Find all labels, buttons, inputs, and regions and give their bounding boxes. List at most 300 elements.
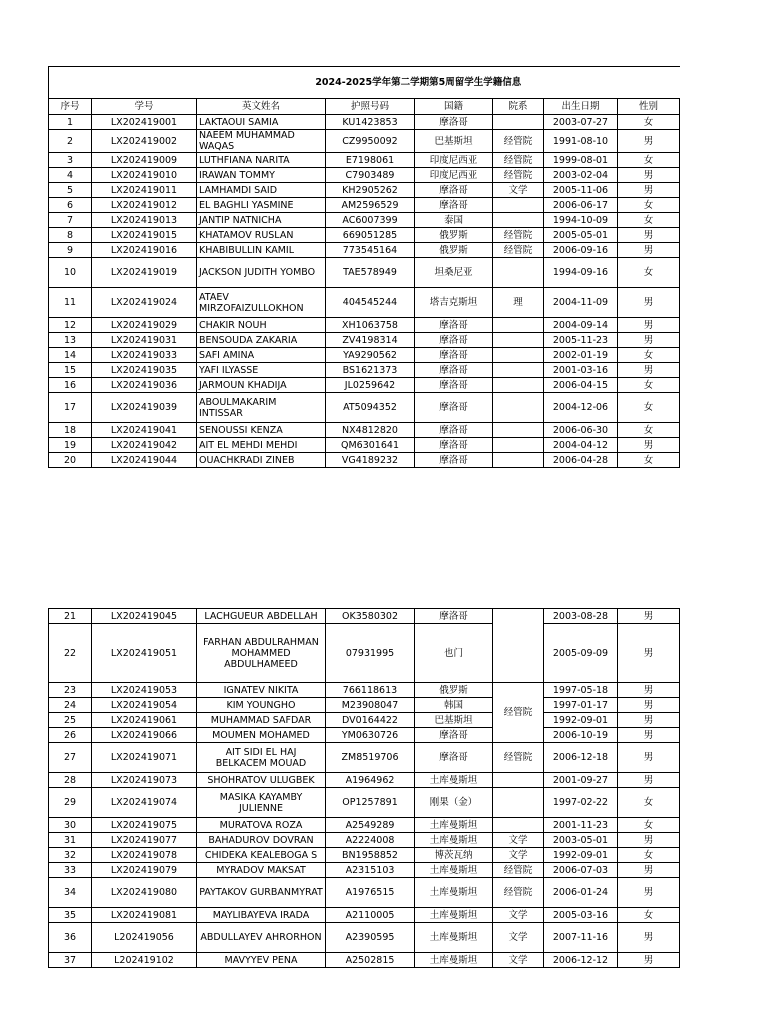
gender: 男: [618, 713, 680, 728]
birth-date: 2006-10-19: [544, 728, 618, 743]
nationality: 土库曼斯坦: [415, 818, 493, 833]
table-row: [49, 393, 680, 423]
english-name: KIM YOUNGHO: [197, 698, 326, 713]
passport-number: A1964962: [326, 773, 415, 788]
header-gender: 性别: [618, 99, 680, 115]
gender: 男: [618, 609, 680, 624]
passport-number: A2224008: [326, 833, 415, 848]
department: [493, 438, 544, 453]
row-index: 35: [49, 908, 92, 923]
student-table-2: [48, 608, 680, 968]
birth-date: 2006-12-12: [544, 953, 618, 968]
gender: 男: [618, 183, 680, 198]
table-row: [49, 698, 680, 713]
passport-number: AT5094352: [326, 393, 415, 423]
row-index: 7: [49, 213, 92, 228]
gender: 男: [618, 698, 680, 713]
english-name: OUACHKRADI ZINEB: [197, 453, 326, 468]
gender: 女: [618, 788, 680, 818]
table-row: [49, 848, 680, 863]
department: [493, 198, 544, 213]
passport-number: 404545244: [326, 288, 415, 318]
gender: 男: [618, 438, 680, 453]
row-index: 17: [49, 393, 92, 423]
nationality: 摩洛哥: [415, 363, 493, 378]
table-row: [49, 683, 680, 698]
department: 文学: [493, 923, 544, 953]
table-row: [49, 609, 680, 624]
passport-number: AC6007399: [326, 213, 415, 228]
nationality: 俄罗斯: [415, 228, 493, 243]
department: [493, 348, 544, 363]
row-index: 23: [49, 683, 92, 698]
nationality: 摩洛哥: [415, 743, 493, 773]
nationality: 土库曼斯坦: [415, 773, 493, 788]
department: 经管院: [493, 743, 544, 773]
student-id: LX202419019: [92, 258, 197, 288]
birth-date: 2001-09-27: [544, 773, 618, 788]
nationality: 印度尼西亚: [415, 153, 493, 168]
department: [493, 453, 544, 468]
student-id: LX202419045: [92, 609, 197, 624]
table-row: [49, 228, 680, 243]
student-id: LX202419079: [92, 863, 197, 878]
student-id: LX202419061: [92, 713, 197, 728]
row-index: 8: [49, 228, 92, 243]
table-row: [49, 318, 680, 333]
row-index: 25: [49, 713, 92, 728]
nationality: 也门: [415, 624, 493, 683]
nationality: 摩洛哥: [415, 333, 493, 348]
nationality: 俄罗斯: [415, 243, 493, 258]
passport-number: E7198061: [326, 153, 415, 168]
english-name: CHIDEKA KEALEBOGA S: [197, 848, 326, 863]
nationality: 土库曼斯坦: [415, 878, 493, 908]
nationality: 摩洛哥: [415, 348, 493, 363]
department: 经管院: [493, 243, 544, 258]
english-name: JARMOUN KHADIJA: [197, 378, 326, 393]
table-row: [49, 743, 680, 773]
table-row: [49, 363, 680, 378]
row-index: 2: [49, 130, 92, 153]
birth-date: 2004-12-06: [544, 393, 618, 423]
student-id: LX202419078: [92, 848, 197, 863]
birth-date: 1999-08-01: [544, 153, 618, 168]
department: [493, 818, 544, 833]
birth-date: 2006-12-18: [544, 743, 618, 773]
passport-number: A2390595: [326, 923, 415, 953]
passport-number: M23908047: [326, 698, 415, 713]
english-name: LAKTAOUI SAMIA: [197, 115, 326, 130]
english-name: LACHGUEUR ABDELLAH: [197, 609, 326, 624]
nationality: 泰国: [415, 213, 493, 228]
table-row: [49, 773, 680, 788]
table-row: [49, 153, 680, 168]
department: 经管院: [493, 130, 544, 153]
nationality: 印度尼西亚: [415, 168, 493, 183]
row-index: 4: [49, 168, 92, 183]
student-id: LX202419080: [92, 878, 197, 908]
nationality: 巴基斯坦: [415, 713, 493, 728]
nationality: 摩洛哥: [415, 609, 493, 624]
student-id: LX202419035: [92, 363, 197, 378]
nationality: 巴基斯坦: [415, 130, 493, 153]
nationality: 刚果（金）: [415, 788, 493, 818]
birth-date: 2002-01-19: [544, 348, 618, 363]
table-row: [49, 198, 680, 213]
english-name: SAFI AMINA: [197, 348, 326, 363]
row-index: 15: [49, 363, 92, 378]
passport-number: JL0259642: [326, 378, 415, 393]
student-id: LX202419075: [92, 818, 197, 833]
row-index: 21: [49, 609, 92, 624]
table-title: 2024-2025学年第二学期第5周留学生学籍信息: [49, 67, 680, 99]
row-index: 36: [49, 923, 92, 953]
department: [493, 773, 544, 788]
english-name: KHATAMOV RUSLAN: [197, 228, 326, 243]
english-name: SHOHRATOV ULUGBEK: [197, 773, 326, 788]
gender: 男: [618, 624, 680, 683]
english-name: MOUMEN MOHAMED: [197, 728, 326, 743]
department: 文学: [493, 908, 544, 923]
nationality: 摩洛哥: [415, 423, 493, 438]
birth-date: 2006-04-28: [544, 453, 618, 468]
row-index: 19: [49, 438, 92, 453]
row-index: 18: [49, 423, 92, 438]
birth-date: 1992-09-01: [544, 713, 618, 728]
table-row: [49, 923, 680, 953]
department: 经管院: [493, 863, 544, 878]
passport-number: CZ9950092: [326, 130, 415, 153]
header-nationality: 国籍: [415, 99, 493, 115]
table-row: [49, 423, 680, 438]
department: 经管院: [493, 228, 544, 243]
department: 经管院: [493, 878, 544, 908]
table-row: [49, 348, 680, 363]
table-row: [49, 130, 680, 153]
row-index: 32: [49, 848, 92, 863]
table-row: [49, 908, 680, 923]
row-index: 3: [49, 153, 92, 168]
row-index: 11: [49, 288, 92, 318]
row-index: 6: [49, 198, 92, 213]
passport-number: BN1958852: [326, 848, 415, 863]
gender: 男: [618, 923, 680, 953]
gender: 男: [618, 863, 680, 878]
student-id: LX202419066: [92, 728, 197, 743]
gender: 男: [618, 228, 680, 243]
birth-date: 2003-05-01: [544, 833, 618, 848]
department: [493, 378, 544, 393]
english-name: ABDULLAYEV AHRORHON: [197, 923, 326, 953]
english-name: LAMHAMDI SAID: [197, 183, 326, 198]
table-row: [49, 183, 680, 198]
gender: 女: [618, 818, 680, 833]
student-id: LX202419010: [92, 168, 197, 183]
table-row: [49, 728, 680, 743]
table-row: [49, 378, 680, 393]
header-department: 院系: [493, 99, 544, 115]
table-row: [49, 863, 680, 878]
gender: 男: [618, 833, 680, 848]
gender: 男: [618, 288, 680, 318]
passport-number: A2502815: [326, 953, 415, 968]
gender: 女: [618, 393, 680, 423]
table-row: [49, 953, 680, 968]
nationality: 土库曼斯坦: [415, 953, 493, 968]
passport-number: OK3580302: [326, 609, 415, 624]
gender: 女: [618, 213, 680, 228]
table-row: [49, 818, 680, 833]
student-id: LX202419042: [92, 438, 197, 453]
birth-date: 2003-02-04: [544, 168, 618, 183]
row-index: 1: [49, 115, 92, 130]
birth-date: 1991-08-10: [544, 130, 618, 153]
passport-number: KU1423853: [326, 115, 415, 130]
table-row: [49, 115, 680, 130]
row-index: 31: [49, 833, 92, 848]
passport-number: C7903489: [326, 168, 415, 183]
student-id: LX202419039: [92, 393, 197, 423]
table-row: [49, 788, 680, 818]
passport-number: A2549289: [326, 818, 415, 833]
student-id: LX202419001: [92, 115, 197, 130]
student-id: LX202419002: [92, 130, 197, 153]
birth-date: 1992-09-01: [544, 848, 618, 863]
header-student-id: 学号: [92, 99, 197, 115]
birth-date: 2004-04-12: [544, 438, 618, 453]
gender: 男: [618, 953, 680, 968]
birth-date: 2003-07-27: [544, 115, 618, 130]
passport-number: KH2905262: [326, 183, 415, 198]
birth-date: 2006-09-16: [544, 243, 618, 258]
student-id: LX202419009: [92, 153, 197, 168]
student-id: LX202419031: [92, 333, 197, 348]
department: [493, 318, 544, 333]
english-name: AIT SIDI EL HAJ BELKACEM MOUAD: [197, 743, 326, 773]
gender: 男: [618, 130, 680, 153]
gender: 女: [618, 198, 680, 213]
passport-number: ZV4198314: [326, 333, 415, 348]
row-index: 29: [49, 788, 92, 818]
gender: 女: [618, 453, 680, 468]
passport-number: NX4812820: [326, 423, 415, 438]
table-row: [49, 438, 680, 453]
table-row: [49, 878, 680, 908]
row-index: 14: [49, 348, 92, 363]
student-id: LX202419036: [92, 378, 197, 393]
english-name: EL BAGHLI YASMINE: [197, 198, 326, 213]
nationality: 塔吉克斯坦: [415, 288, 493, 318]
table-row: [49, 243, 680, 258]
english-name: KHABIBULLIN KAMIL: [197, 243, 326, 258]
gender: 男: [618, 878, 680, 908]
english-name: BAHADUROV DOVRAN: [197, 833, 326, 848]
department: 文学: [493, 183, 544, 198]
nationality: 摩洛哥: [415, 453, 493, 468]
row-index: 33: [49, 863, 92, 878]
gender: 女: [618, 423, 680, 438]
row-index: 16: [49, 378, 92, 393]
department: [493, 213, 544, 228]
birth-date: 2005-11-23: [544, 333, 618, 348]
birth-date: 2005-03-16: [544, 908, 618, 923]
header-birth-date: 出生日期: [544, 99, 618, 115]
passport-number: YA9290562: [326, 348, 415, 363]
nationality: 俄罗斯: [415, 683, 493, 698]
student-id: LX202419053: [92, 683, 197, 698]
department: [493, 393, 544, 423]
birth-date: 2004-11-09: [544, 288, 618, 318]
student-id: LX202419081: [92, 908, 197, 923]
header-english-name: 英文姓名: [197, 99, 326, 115]
passport-number: 766118613: [326, 683, 415, 698]
student-id: LX202419077: [92, 833, 197, 848]
nationality: 摩洛哥: [415, 318, 493, 333]
birth-date: 2003-08-28: [544, 609, 618, 624]
nationality: 摩洛哥: [415, 115, 493, 130]
gender: 女: [618, 848, 680, 863]
birth-date: 1997-02-22: [544, 788, 618, 818]
row-index: 37: [49, 953, 92, 968]
birth-date: 2007-11-16: [544, 923, 618, 953]
english-name: YAFI ILYASSE: [197, 363, 326, 378]
birth-date: 2006-06-30: [544, 423, 618, 438]
nationality: 摩洛哥: [415, 378, 493, 393]
student-id: LX202419071: [92, 743, 197, 773]
nationality: 土库曼斯坦: [415, 863, 493, 878]
student-id: LX202419011: [92, 183, 197, 198]
birth-date: 2005-09-09: [544, 624, 618, 683]
row-index: 9: [49, 243, 92, 258]
gender: 女: [618, 378, 680, 393]
row-index: 10: [49, 258, 92, 288]
english-name: MAYLIBAYEVA IRADA: [197, 908, 326, 923]
student-id: LX202419033: [92, 348, 197, 363]
passport-number: OP1257891: [326, 788, 415, 818]
department: 经管院: [493, 153, 544, 168]
english-name: PAYTAKOV GURBANMYRAT: [197, 878, 326, 908]
english-name: MASIKA KAYAMBY JULIENNE: [197, 788, 326, 818]
passport-number: XH1063758: [326, 318, 415, 333]
gender: 女: [618, 908, 680, 923]
nationality: 摩洛哥: [415, 198, 493, 213]
passport-number: A2315103: [326, 863, 415, 878]
student-id: LX202419073: [92, 773, 197, 788]
row-index: 22: [49, 624, 92, 683]
header-row: [49, 99, 680, 115]
row-index: 13: [49, 333, 92, 348]
student-id: LX202419044: [92, 453, 197, 468]
student-id: LX202419029: [92, 318, 197, 333]
passport-number: YM0630726: [326, 728, 415, 743]
table-row: [49, 453, 680, 468]
gender: 男: [618, 363, 680, 378]
student-id: LX202419013: [92, 213, 197, 228]
birth-date: 2001-03-16: [544, 363, 618, 378]
birth-date: 2005-05-01: [544, 228, 618, 243]
birth-date: 2004-09-14: [544, 318, 618, 333]
header-row-index: 序号: [49, 99, 92, 115]
nationality: 韩国: [415, 698, 493, 713]
nationality: 摩洛哥: [415, 728, 493, 743]
gender: 女: [618, 115, 680, 130]
birth-date: 1994-09-16: [544, 258, 618, 288]
english-name: ATAEV MIRZOFAIZULLOKHON: [197, 288, 326, 318]
nationality: 土库曼斯坦: [415, 908, 493, 923]
english-name: BENSOUDA ZAKARIA: [197, 333, 326, 348]
department: 理: [493, 288, 544, 318]
passport-number: 773545164: [326, 243, 415, 258]
passport-number: 07931995: [326, 624, 415, 683]
english-name: JACKSON JUDITH YOMBO: [197, 258, 326, 288]
nationality: 摩洛哥: [415, 438, 493, 453]
student-id: LX202419024: [92, 288, 197, 318]
student-id: L202419102: [92, 953, 197, 968]
nationality: 博茨瓦纳: [415, 848, 493, 863]
english-name: MYRADOV MAKSAT: [197, 863, 326, 878]
english-name: NAEEM MUHAMMAD WAQAS: [197, 130, 326, 153]
row-index: 26: [49, 728, 92, 743]
passport-number: DV0164422: [326, 713, 415, 728]
row-index: 5: [49, 183, 92, 198]
english-name: JANTIP NATNICHA: [197, 213, 326, 228]
english-name: MURATOVA ROZA: [197, 818, 326, 833]
birth-date: 2006-06-17: [544, 198, 618, 213]
passport-number: A1976515: [326, 878, 415, 908]
table-row: [49, 288, 680, 318]
department: 文学: [493, 848, 544, 863]
student-id: LX202419054: [92, 698, 197, 713]
gender: 男: [618, 683, 680, 698]
passport-number: QM6301641: [326, 438, 415, 453]
table-row: [49, 713, 680, 728]
student-id: LX202419041: [92, 423, 197, 438]
department: [493, 788, 544, 818]
birth-date: 2006-07-03: [544, 863, 618, 878]
birth-date: 1994-10-09: [544, 213, 618, 228]
birth-date: 2001-11-23: [544, 818, 618, 833]
row-index: 20: [49, 453, 92, 468]
department: [493, 333, 544, 348]
table-row: [49, 168, 680, 183]
student-id: LX202419016: [92, 243, 197, 258]
department: 文学: [493, 833, 544, 848]
gender: 男: [618, 243, 680, 258]
department: [493, 609, 544, 683]
passport-number: AM2596529: [326, 198, 415, 213]
english-name: AIT EL MEHDI MEHDI: [197, 438, 326, 453]
gender: 女: [618, 348, 680, 363]
nationality: 土库曼斯坦: [415, 923, 493, 953]
student-id: LX202419074: [92, 788, 197, 818]
row-index: 12: [49, 318, 92, 333]
student-id: LX202419015: [92, 228, 197, 243]
gender: 男: [618, 333, 680, 348]
header-passport-number: 护照号码: [326, 99, 415, 115]
nationality: 土库曼斯坦: [415, 833, 493, 848]
gender: 女: [618, 153, 680, 168]
passport-number: TAE578949: [326, 258, 415, 288]
student-table-1: [48, 66, 680, 468]
passport-number: A2110005: [326, 908, 415, 923]
gender: 男: [618, 743, 680, 773]
nationality: 摩洛哥: [415, 393, 493, 423]
student-id: LX202419051: [92, 624, 197, 683]
student-id: LX202419012: [92, 198, 197, 213]
english-name: IRAWAN TOMMY: [197, 168, 326, 183]
birth-date: 1997-05-18: [544, 683, 618, 698]
